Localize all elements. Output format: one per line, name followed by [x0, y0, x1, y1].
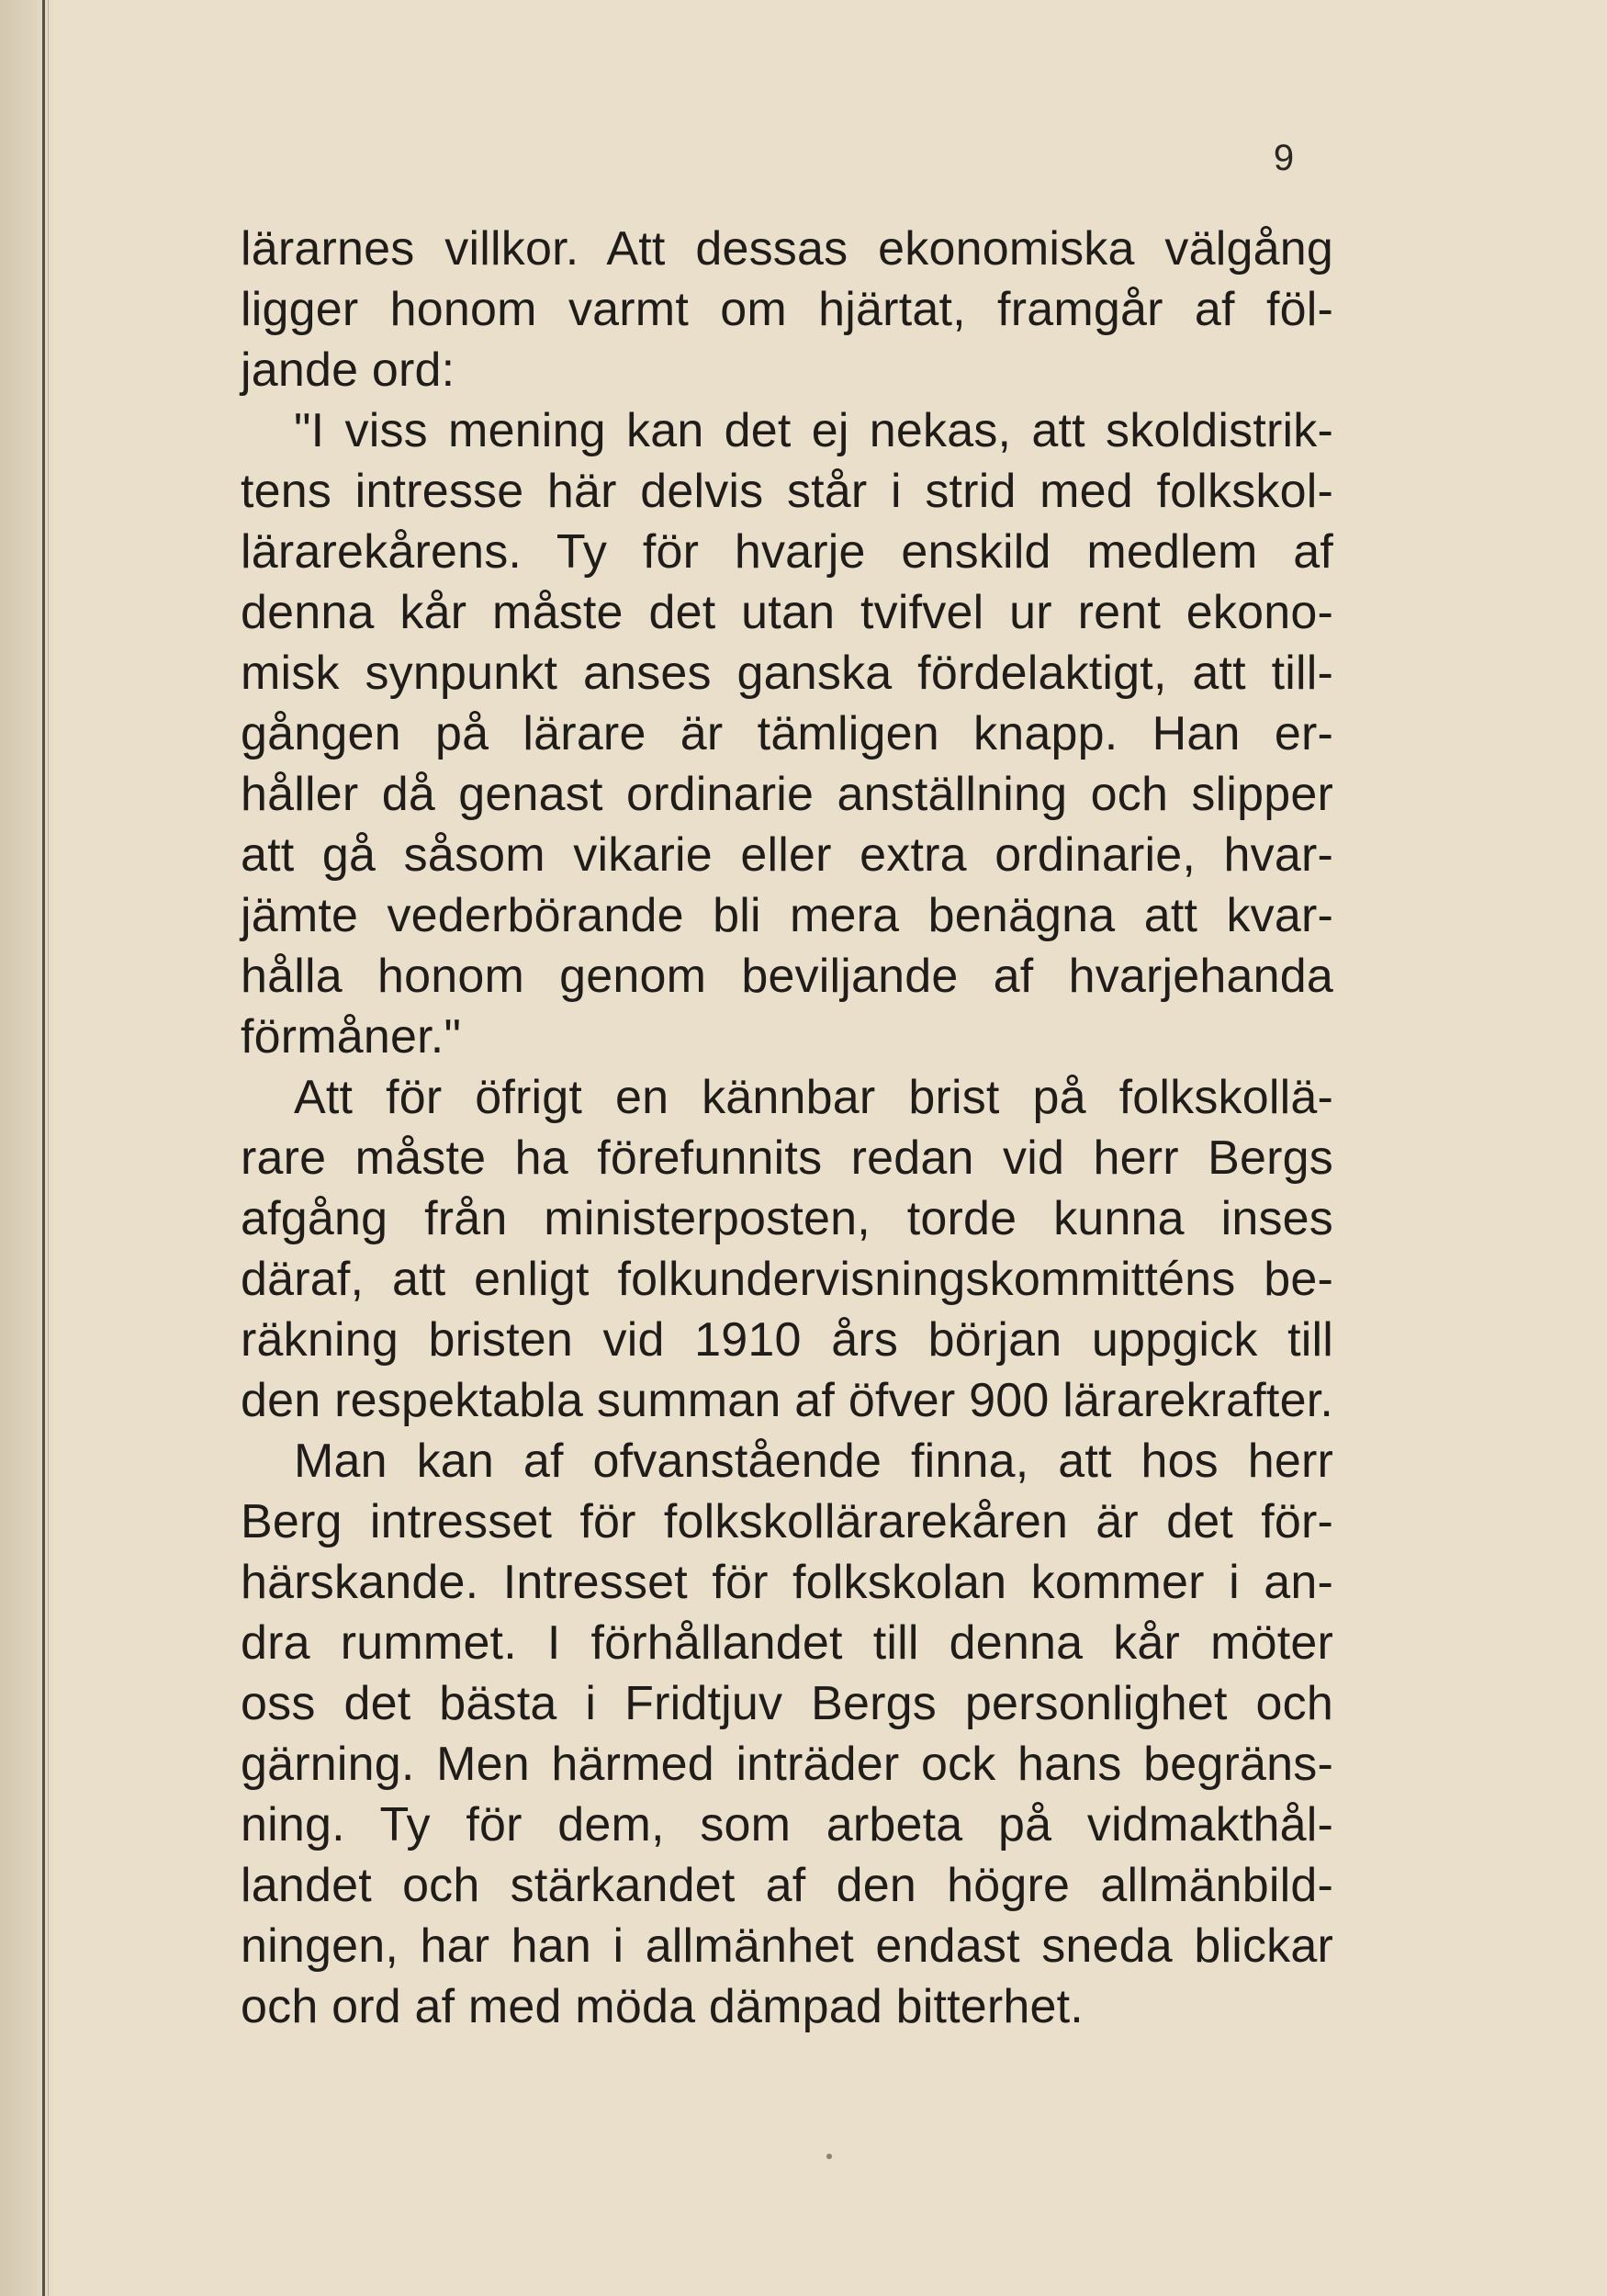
text-line: och ord af med möda dämpad bitterhet. — [241, 1980, 1084, 2033]
text-line: hålla honom genom beviljande af hvarjehanda — [241, 950, 1333, 1003]
text-line: Berg intresset för folkskollärarekåren är det för- — [241, 1495, 1333, 1548]
text-line: att gå såsom vikarie eller extra ordinarie, hvar- — [241, 828, 1333, 882]
text-line: landet och stärkandet af den högre allmänbild- — [241, 1859, 1333, 1912]
text-line: gärning. Men härmed inträder ock hans begräns- — [241, 1738, 1333, 1791]
text-line: den respektabla summan af öfver 900 lärarekrafter. — [241, 1374, 1333, 1427]
text-line: ligger honom varmt om hjärtat, framgår af föl- — [241, 283, 1333, 336]
binding-line-faint — [48, 0, 49, 2296]
text-line: misk synpunkt anses ganska fördelaktigt, att till- — [241, 647, 1333, 700]
binding-edge — [0, 0, 55, 2296]
text-line: jämte vederbörande bli mera benägna att kvar- — [241, 889, 1333, 942]
text-line: förmåner." — [241, 1010, 462, 1064]
text-line: ning. Ty för dem, som arbeta på vidmakthål- — [241, 1798, 1333, 1851]
text-line: lärarnes villkor. Att dessas ekonomiska välgång — [241, 222, 1333, 276]
text-line: dra rummet. I förhållandet till denna kår möter — [241, 1616, 1333, 1670]
text-line: gången på lärare är tämligen knapp. Han er- — [241, 707, 1333, 760]
text-line: jande ord: — [241, 343, 455, 397]
text-line: rare måste ha förefunnits redan vid herr Bergs — [241, 1131, 1333, 1185]
ink-speck — [826, 2154, 832, 2159]
binding-line — [42, 0, 45, 2296]
text-line: härskande. Intresset för folkskolan kommer i an- — [241, 1556, 1333, 1609]
text-line: "I viss mening kan det ej nekas, att skoldistrik- — [294, 404, 1333, 457]
text-line: håller då genast ordinarie anställning och slipper — [241, 768, 1333, 821]
text-line: Att för öfrigt en kännbar brist på folkskollä- — [294, 1071, 1333, 1124]
text-line: räkning bristen vid 1910 års början uppgick till — [241, 1313, 1333, 1367]
page-number: 9 — [1273, 138, 1295, 178]
text-line: oss det bästa i Fridtjuv Bergs personlighet och — [241, 1677, 1333, 1730]
text-line: lärarekårens. Ty för hvarje enskild medlem af — [241, 525, 1333, 579]
text-line: Man kan af ofvanstående finna, att hos herr — [294, 1435, 1333, 1488]
text-line: ningen, har han i allmänhet endast sneda blickar — [241, 1919, 1333, 1973]
text-line: denna kår måste det utan tvifvel ur rent ekono- — [241, 586, 1333, 639]
text-line: tens intresse här delvis står i strid med folkskol- — [241, 465, 1333, 518]
text-line: däraf, att enligt folkundervisningskommitténs be- — [241, 1253, 1333, 1306]
text-line: afgång från ministerposten, torde kunna inses — [241, 1192, 1333, 1245]
